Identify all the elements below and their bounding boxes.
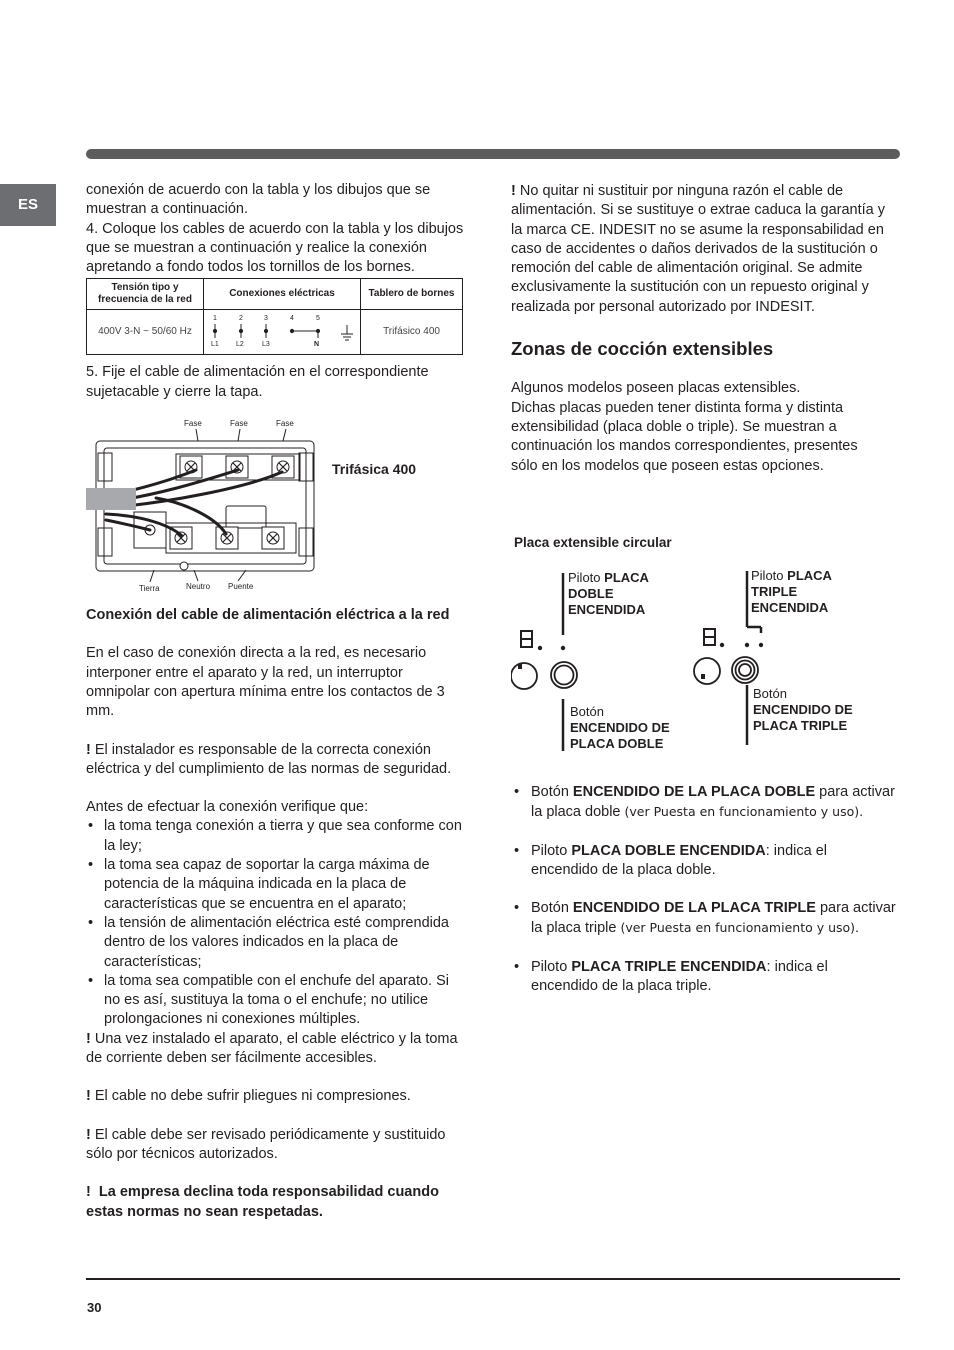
label-boton-doble: Botón ENCENDIDO DE PLACA DOBLE [570,704,670,751]
control-knob-icon [694,658,720,684]
right-column [511,182,886,476]
terminal-figure [86,408,464,594]
warning-paragraph: ! El instalador es responsable de la correcta conexión eléctrica y del cumplimiento de las normas de seguridad. [86,741,452,777]
diagram-title: Placa extensible circular [514,535,672,550]
figure-label-fase: Fase [230,419,248,429]
checklist [86,817,464,1029]
label-piloto-doble: Piloto PLACA DOBLE ENCENDIDA [568,570,649,617]
paragraph: 4. Coloque los cables de acuerdo con la tabla y los dibujos que se muestran a continuación y realice la conexión apretando a fondo todos los tornillos de los bornes. [86,220,464,276]
left-column [86,181,464,1222]
terminal-number: 3 [264,315,268,323]
control-knob-icon [511,663,537,689]
paragraph: 5. Fije el cable de alimentación en el correspondiente sujetacable y cierre la tapa. [86,364,429,400]
terminal-line: N [314,341,320,349]
figure-label-neutro: Neutro [186,582,211,592]
table-header: Tablero de bornes [361,279,463,310]
table-cell-voltage: 400V 3-N ~ 50/60 Hz [87,310,204,355]
list-item: • la tensión de alimentación eléctrica esté comprendida dentro de los valores indicados en la placa de características; [86,914,464,972]
list-item: • Piloto PLACA TRIPLE ENCENDIDA: indica el encendido de la placa triple. [511,958,896,997]
figure-caption: Trifásica 400 [332,461,417,478]
figure-label-fase: Fase [184,419,202,429]
control-diagram [511,533,901,758]
bottom-rule [86,1278,900,1280]
page-number: 30 [87,1300,102,1315]
terminal-line: L2 [236,341,244,349]
terminal-number: 1 [213,315,217,323]
section-heading: Zonas de cocción extensibles [511,338,774,360]
warning-paragraph: ! El cable debe ser revisado periódicamente y sustituido sólo por técnicos autorizados. [86,1126,446,1162]
paragraph: conexión de acuerdo con la tabla y los dibujos que se muestran a continuación. [86,182,431,218]
list-item: • la toma tenga conexión a tierra y que sea conforme con la ley; [86,817,464,856]
warning-paragraph: ! El cable no debe sufrir pliegues ni compresiones. [86,1088,411,1105]
terminal-line: L3 [262,341,270,349]
control-panel-drawing [511,533,901,758]
warning-paragraph: ! No quitar ni sustituir por ninguna razón el cable de alimentación. Si se sustituye o extrae caduca la garantía y la marca CE. INDESIT no se asume la responsabilidad en caso de accidentes o daños derivados de la sustitución o remoción del cable de alimentación original. Se admite exclusivamente la sustitución con un repuesto original y realizada por personal autorizado por INDESIT. [511,183,885,315]
terminal-number: 2 [239,315,243,323]
paragraph: Antes de efectuar la conexión verifique que: [86,799,369,816]
control-descriptions [511,783,896,996]
paragraph: En el caso de conexión directa a la red, es necesario interponer entre el aparato y la red, un interruptor omnipolar con apertura mínima entre los contactos de 3 mm. [86,645,445,720]
seven-segment-digit [521,629,715,647]
terminal-number: 4 [290,315,294,323]
paragraph: Algunos modelos poseen placas extensibles. [511,380,801,397]
warning-paragraph: ! La empresa declina toda responsabilidad cuando estas normas no sean respetadas. [86,1184,439,1220]
table-header: Tensión tipo y frecuencia de la red [87,279,204,310]
table-header: Conexiones eléctricas [204,279,361,310]
section-title: Conexión del cable de alimentación eléctrica a la red [86,607,450,624]
paragraph: Dichas placas pueden tener distinta forma y distinta extensibilidad (placa doble o triple). Se muestran a continuación los mandos correspondientes, presentes sólo en los modelos que poseen estas opciones. [511,399,858,474]
list-item: • Botón ENCENDIDO DE LA PLACA TRIPLE para activar la placa triple (ver Puesta en funcionamiento y uso). [511,899,896,939]
terminal-line: L1 [211,341,219,349]
label-boton-triple: Botón ENCENDIDO DE PLACA TRIPLE [753,686,853,733]
list-item: • la toma sea capaz de soportar la carga máxima de potencia de la máquina indicada en la placa de características que se encuentra en el aparato; [86,856,464,914]
figure-label-fase: Fase [276,419,294,429]
figure-label-tierra: Tierra [139,584,160,594]
wiring-diagram [204,310,361,355]
list-item: • Botón ENCENDIDO DE LA PLACA DOBLE para activar la placa doble (ver Puesta en funcionamiento y uso). [511,783,896,823]
top-rule [86,149,900,159]
table-cell-board: Trifásico 400 [361,310,463,355]
warning-paragraph: ! Una vez instalado el aparato, el cable eléctrico y la toma de corriente deben ser fácilmente accesibles. [86,1030,458,1067]
list-item: • Piloto PLACA DOBLE ENCENDIDA: indica el encendido de la placa doble. [511,842,896,881]
list-item: • la toma sea compatible con el enchufe del aparato. Si no es así, sustituya la toma o el enchufe; no utilice prolongaciones ni conexiones múltiples. [86,972,464,1030]
language-tab: ES [0,184,56,226]
connection-table [86,278,463,355]
label-piloto-triple: Piloto PLACA TRIPLE ENCENDIDA [751,568,832,615]
figure-label-puente: Puente [228,582,254,592]
terminal-number: 5 [316,315,320,323]
